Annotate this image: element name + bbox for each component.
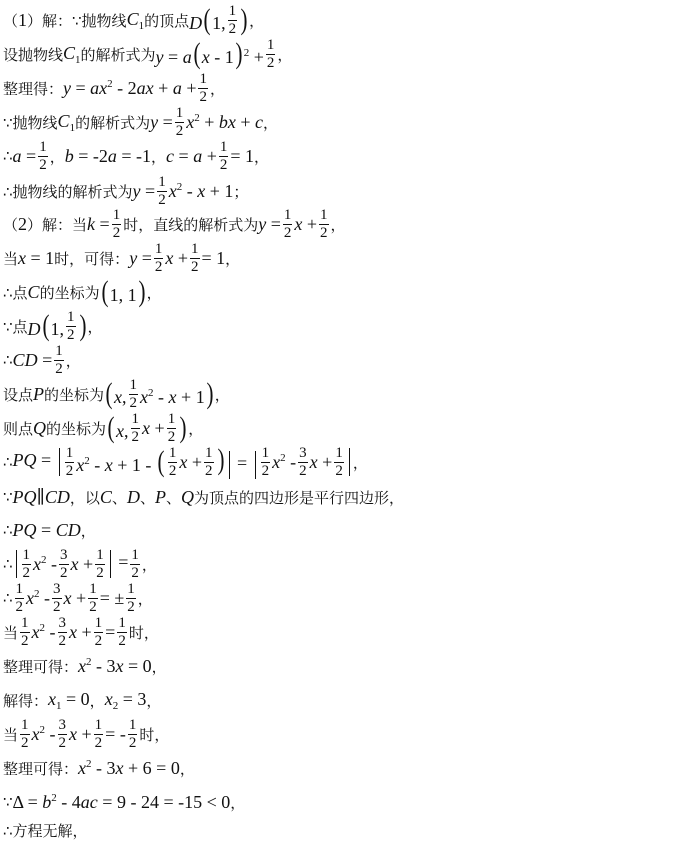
fraction: $\frac{3}{2}$ <box>299 444 307 479</box>
solution-line: 整理得： $y = ax^2 - 2ax + a$ + $\frac{1}{2}$ ， <box>3 70 225 105</box>
fraction: $\frac{1}{2}$ <box>205 444 213 479</box>
solution-line: 则点 Q 的坐标为 (x, $\frac{1}{2}$ x + $\frac{1}{2}$ ) ， <box>3 410 204 445</box>
fraction: $\frac{1}{2}$ <box>21 716 29 751</box>
fraction: $\frac{3}{2}$ <box>53 580 61 615</box>
solution-line: 当 $\frac{1}{2}$ $x^2$ - $\frac{3}{2}$ x + $\frac{1}{2}$ = - $\frac{1}{2}$ 时， <box>3 716 170 751</box>
solution-line: 解得： $x_1 = 0$ ， $x_2 = 3$ ， <box>3 688 162 712</box>
solution-line: ∴ a = $\frac{1}{2}$ ， b = -2a = -1 ， c = a + $\frac{1}{2}$ = 1 ， <box>3 138 270 173</box>
solution-line: 当 x = 1 时，可得： y = $\frac{1}{2}$ x + $\frac{1}{2}$ = 1 ， <box>3 240 241 275</box>
fraction: $\frac{1}{2}$ <box>168 444 177 479</box>
solution-line: ∴方程无解， <box>3 821 88 840</box>
fraction: $\frac{1}{2}$ <box>128 716 137 751</box>
fraction: $\frac{1}{2}$ <box>283 206 292 241</box>
solution-line: ∴ PQ = CD ， <box>3 519 96 540</box>
solution-line: 设点 P 的坐标为 (x, $\frac{1}{2}$ $x^2 - x + 1$) ， <box>3 376 230 411</box>
solution-line: （ 2 ）解：当 k = $\frac{1}{2}$ 时，直线的解析式为 y = $\frac{1}{2}$ x + $\frac{1}{2}$ ， <box>3 206 346 241</box>
fraction: $\frac{1}{2}$ <box>89 580 97 615</box>
solution-line: （ 1 ）解：∵抛物线 $C_1$ 的顶点 D(1, $\frac{1}{2}$ ) ， <box>3 2 265 37</box>
solution-line: ∵抛物线 $C_1$ 的解析式为 y = $\frac{1}{2}$ $x^2$ + bx + c ， <box>3 104 279 139</box>
fraction: $\frac{1}{2}$ <box>320 206 328 241</box>
solution-line: ∴ PQ = $\frac{1}{2}$ $x^2 - x + 1$ - ( $\frac{1}{2}$ x + $\frac{1}{2}$ ) = $\frac{1}{2}$ $x^2$ - $\frac{3}{2}$ x + $\frac{1}{2}$ ， <box>3 443 368 479</box>
fraction: $\frac{1}{2}$ <box>154 240 163 275</box>
solution-line: 当 $\frac{1}{2}$ $x^2$ - $\frac{3}{2}$ x + $\frac{1}{2}$ = $\frac{1}{2}$ 时， <box>3 614 159 649</box>
fraction: $\frac{1}{2}$ <box>129 376 138 411</box>
fraction: $\frac{1}{2}$ <box>266 36 275 71</box>
fraction: $\frac{1}{2}$ <box>175 104 184 139</box>
fraction: $\frac{1}{2}$ <box>191 240 199 275</box>
solution-line: ∴ CD = $\frac{1}{2}$ ， <box>3 342 81 377</box>
fraction: $\frac{1}{2}$ <box>22 546 31 581</box>
fraction: $\frac{1}{2}$ <box>335 444 343 479</box>
solution-line: 整理可得： $x^2 - 3x = 0$ ， <box>3 655 167 676</box>
solution-line: ∵点 D(1, $\frac{1}{2}$ ) ， <box>3 308 103 343</box>
fraction: $\frac{1}{2}$ <box>67 308 75 343</box>
fraction: $\frac{1}{2}$ <box>65 444 74 479</box>
solution-line: ∵ PQ∥CD ，以 C 、 D 、 P 、 Q 为顶点的四边形是平行四边形， <box>3 486 404 507</box>
fraction: $\frac{1}{2}$ <box>219 138 228 173</box>
fraction: $\frac{1}{2}$ <box>131 546 139 581</box>
solution-line: ∴抛物线的解析式为 y = $\frac{1}{2}$ $x^2 - x + 1$ ； <box>3 173 249 208</box>
solution-line: 设抛物线 $C_1$ 的解析式为 y = a(x - 1) $^2$ + $\frac{1}{2}$ ， <box>3 36 293 71</box>
fraction: $\frac{1}{2}$ <box>15 580 24 615</box>
solution-line: ∴ $\frac{1}{2}$ $x^2$ - $\frac{3}{2}$ x + $\frac{1}{2}$ = ± $\frac{1}{2}$ ， <box>3 580 153 615</box>
fraction: $\frac{1}{2}$ <box>131 410 140 445</box>
solution-line: 整理可得： $x^2 - 3x + 6 = 0$ ， <box>3 757 195 778</box>
fraction: $\frac{1}{2}$ <box>112 206 121 241</box>
fraction: $\frac{3}{2}$ <box>60 546 68 581</box>
fraction: $\frac{1}{2}$ <box>39 138 47 173</box>
fraction: $\frac{1}{2}$ <box>228 2 237 37</box>
fraction: $\frac{1}{2}$ <box>158 173 166 208</box>
fraction: $\frac{1}{2}$ <box>261 444 270 479</box>
fraction: $\frac{1}{2}$ <box>55 342 63 377</box>
fraction: $\frac{1}{2}$ <box>21 614 29 649</box>
fraction: $\frac{1}{2}$ <box>96 546 104 581</box>
fraction: $\frac{1}{2}$ <box>127 580 135 615</box>
solution-line: ∵ $\Delta = b^2 - 4ac = 9 - 24 = -15 < 0$ ， <box>3 791 246 812</box>
fraction: $\frac{3}{2}$ <box>58 716 67 751</box>
solution-line: ∴ $\frac{1}{2}$ $x^2$ - $\frac{3}{2}$ x + $\frac{1}{2}$ = $\frac{1}{2}$ ， <box>3 546 157 581</box>
solution-line: ∴点 C 的坐标为 (1, 1) ， <box>3 275 162 308</box>
fraction: $\frac{1}{2}$ <box>199 70 207 105</box>
fraction: $\frac{3}{2}$ <box>58 614 67 649</box>
fraction: $\frac{1}{2}$ <box>94 716 103 751</box>
fraction: $\frac{1}{2}$ <box>94 614 103 649</box>
fraction: $\frac{1}{2}$ <box>118 614 126 649</box>
fraction: $\frac{1}{2}$ <box>167 410 176 445</box>
